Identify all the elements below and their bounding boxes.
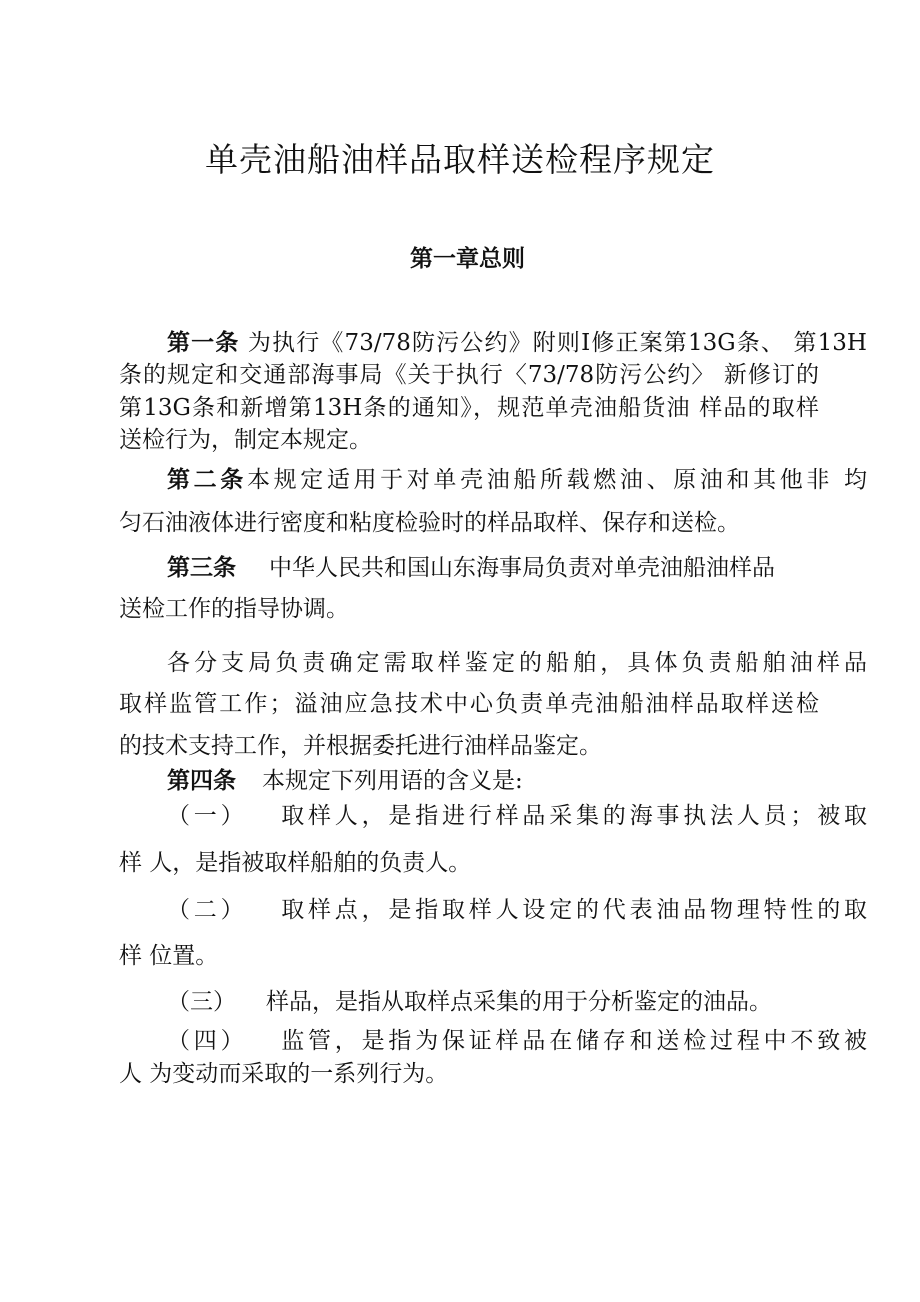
article-4-line-1: 第四条 本规定下列用语的含义是: xyxy=(167,768,523,794)
item-1-line-1: （一） 取样人，是指进行样品采集的海事执法人员；被取 xyxy=(167,803,867,829)
item-1-line-2: 样 人，是指被取样船舶的负责人。 xyxy=(119,850,472,876)
item-4-number: （四） xyxy=(167,1028,248,1054)
document-title: 单壳油船油样品取样送检程序规定 xyxy=(205,140,715,179)
article-1-label: 第一条 xyxy=(167,330,240,356)
item-2-line-2: 样 位置。 xyxy=(119,943,219,969)
paragraph-line-1: 各分支局负责确定需取样鉴定的船舶，具体负责船舶油样品 xyxy=(167,650,867,676)
article-1-line-4: 送检行为，制定本规定。 xyxy=(119,427,372,453)
paragraph-line-2: 取样监管工作；溢油应急技术中心负责单壳油船油样品取样送检 xyxy=(119,691,819,717)
article-2-label: 第二条 xyxy=(167,467,247,493)
item-3-number: （三） xyxy=(167,989,236,1015)
article-2-line-1: 第二条本规定适用于对单壳油船所载燃油、原油和其他非 均 xyxy=(167,467,867,493)
article-4-label: 第四条 xyxy=(167,768,236,794)
article-1-line-1: 第一条 为执行《73/78防污公约》附则I修正案第13G条、 第13H xyxy=(167,330,867,356)
item-4-line-1: （四） 监管，是指为保证样品在储存和送检过程中不致被 xyxy=(167,1028,867,1054)
item-4-line-2: 人 为变动而采取的一系列行为。 xyxy=(119,1061,449,1087)
paragraph-line-3: 的技术支持工作，并根据委托进行油样品鉴定。 xyxy=(119,733,602,759)
article-3-label: 第三条 xyxy=(167,555,236,581)
article-1-line-3: 第13G条和新增第13H条的通知》，规范单壳油船货油 样品的取样 xyxy=(119,395,819,421)
item-1-number: （一） xyxy=(167,803,248,829)
item-2-line-1: （二） 取样点，是指取样人设定的代表油品物理特性的取 xyxy=(167,897,867,923)
chapter-heading: 第一章总则 xyxy=(410,246,525,272)
article-3-line-2: 送检工作的指导协调。 xyxy=(119,596,349,622)
item-2-number: （二） xyxy=(167,897,248,923)
article-3-line-1: 第三条 中华人民共和国山东海事局负责对单壳油船油样品 xyxy=(167,555,775,581)
item-3-line-1: （三） 样品，是指从取样点采集的用于分析鉴定的油品。 xyxy=(167,989,772,1015)
article-1-line-2: 条的规定和交通部海事局《关于执行〈73/78防污公约〉 新修订的 xyxy=(119,362,819,388)
article-2-line-2: 匀石油液体进行密度和粘度检验时的样品取样、保存和送检。 xyxy=(119,510,740,536)
